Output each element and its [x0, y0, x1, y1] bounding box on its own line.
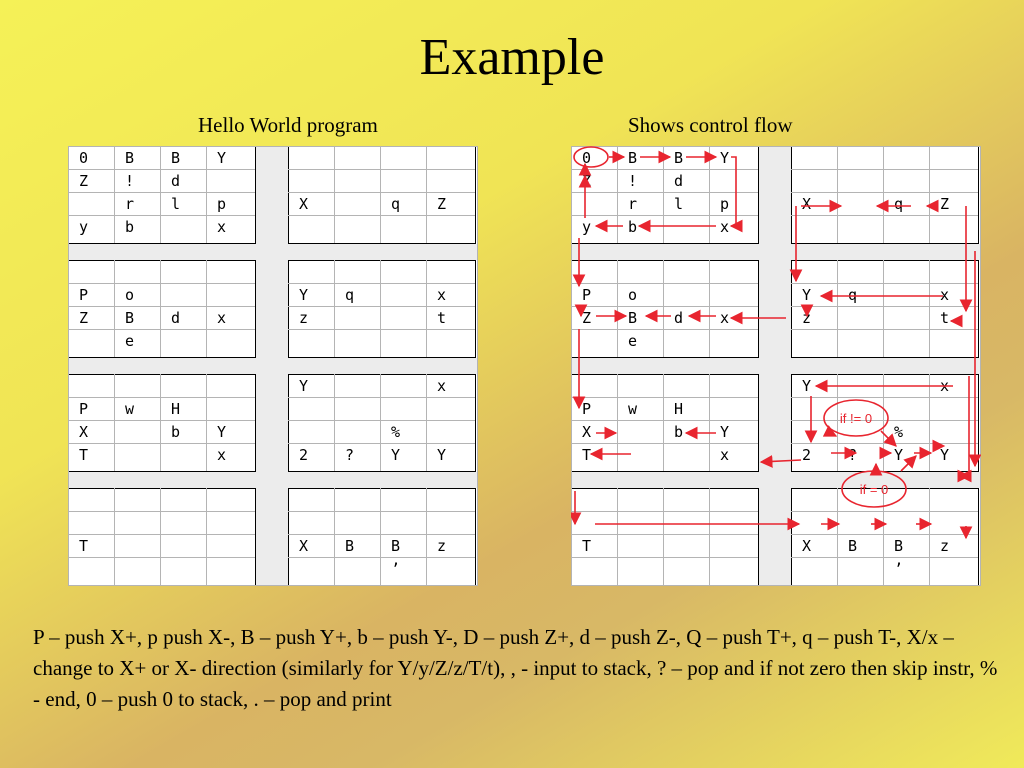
program-instruction-cell: T	[79, 537, 89, 555]
flow-instruction-cell: d	[674, 172, 684, 190]
program-instruction-cell: e	[125, 332, 135, 350]
program-instruction-cell: P	[79, 400, 89, 418]
flow-instruction-cell: B	[628, 149, 638, 167]
flow-instruction-cell: P	[582, 400, 592, 418]
program-instruction-cell: B	[391, 537, 401, 555]
program-instruction-cell: !	[125, 172, 135, 190]
flow-instruction-cell: Z	[582, 309, 592, 327]
flow-instruction-cell: o	[628, 286, 638, 304]
flow-instruction-cell: !	[628, 172, 638, 190]
program-row-separator	[68, 244, 478, 260]
program-instruction-cell: T	[79, 446, 89, 464]
program-instruction-cell: ’	[391, 560, 401, 578]
flow-instruction-cell: X	[582, 423, 592, 441]
flow-instruction-cell: x	[720, 309, 730, 327]
program-instruction-cell: b	[171, 423, 181, 441]
condition-zero-label: if = 0	[859, 482, 889, 497]
flow-instruction-cell: b	[628, 218, 638, 236]
program-instruction-cell: p	[217, 195, 227, 213]
control-flow-grid	[571, 146, 981, 586]
program-instruction-cell: t	[437, 309, 447, 327]
flow-instruction-cell: Y	[894, 446, 904, 464]
flow-row-separator	[571, 472, 981, 488]
flow-row-separator	[571, 358, 981, 374]
program-row-separator	[68, 358, 478, 374]
program-instruction-cell: Y	[437, 446, 447, 464]
program-instruction-cell: P	[79, 286, 89, 304]
program-instruction-cell: Z	[437, 195, 447, 213]
flow-instruction-cell: Y	[802, 377, 812, 395]
flow-instruction-cell: e	[628, 332, 638, 350]
program-instruction-cell: Y	[217, 423, 227, 441]
program-instruction-cell: q	[345, 286, 355, 304]
program-instruction-cell: Y	[217, 149, 227, 167]
flow-instruction-cell: z	[802, 309, 812, 327]
flow-instruction-cell: t	[940, 309, 950, 327]
flow-instruction-cell: x	[940, 286, 950, 304]
program-row-separator	[68, 472, 478, 488]
program-instruction-cell: Z	[79, 309, 89, 327]
program-instruction-cell: q	[391, 195, 401, 213]
slide-title: Example	[419, 29, 605, 86]
flow-row-separator	[571, 244, 981, 260]
program-grid-panel	[68, 146, 478, 586]
flow-instruction-cell: ?	[848, 446, 858, 464]
flow-instruction-cell: d	[674, 309, 684, 327]
program-instruction-cell: B	[125, 309, 135, 327]
flow-instruction-cell: P	[582, 286, 592, 304]
caption-hello-world: Hello World program	[198, 113, 378, 137]
program-instruction-cell: y	[79, 218, 89, 236]
flow-instruction-cell: Z	[582, 172, 592, 190]
flow-instruction-cell: T	[582, 537, 592, 555]
flow-instruction-cell: l	[674, 195, 684, 213]
caption-control-flow: Shows control flow	[628, 113, 793, 137]
program-instruction-cell: B	[125, 149, 135, 167]
flow-instruction-cell: X	[802, 537, 812, 555]
flow-instruction-cell: p	[720, 195, 730, 213]
program-instruction-cell: x	[437, 377, 447, 395]
program-instruction-cell: r	[125, 195, 135, 213]
program-instruction-cell: B	[345, 537, 355, 555]
program-instruction-cell: 0	[79, 149, 89, 167]
flow-instruction-cell: B	[674, 149, 684, 167]
program-instruction-cell: X	[299, 537, 309, 555]
flow-instruction-cell: Y	[720, 423, 730, 441]
flow-instruction-cell: B	[848, 537, 858, 555]
flow-instruction-cell: x	[720, 446, 730, 464]
flow-instruction-cell: Y	[940, 446, 950, 464]
program-instruction-cell: b	[125, 218, 135, 236]
program-instruction-cell: Y	[299, 286, 309, 304]
flow-instruction-cell: X	[802, 195, 812, 213]
program-instruction-cell: x	[437, 286, 447, 304]
flow-instruction-cell: x	[720, 218, 730, 236]
program-instruction-cell: Y	[299, 377, 309, 395]
flow-instruction-cell: x	[940, 377, 950, 395]
program-instruction-cell: x	[217, 446, 227, 464]
flow-instruction-cell: B	[894, 537, 904, 555]
program-instruction-cell: X	[79, 423, 89, 441]
program-instruction-cell: ?	[345, 446, 355, 464]
instruction-legend: P – push X+, p push X-, B – push Y+, b – push Y-, D – push Z+, d – push Z-, Q – push T+, q – push T-, X/x – change to X+ or X- direction (similarly for Y/y/Z/z/T/t), , - input to stack, ? – pop and if not zero then skip instr, % - end, 0 – push 0 to stack, . – pop and print	[33, 625, 998, 711]
program-instruction-cell: z	[299, 309, 309, 327]
program-instruction-cell: H	[171, 400, 181, 418]
flow-instruction-cell: r	[628, 195, 638, 213]
flow-instruction-cell: ’	[894, 560, 904, 578]
program-instruction-cell: x	[217, 309, 227, 327]
flow-instruction-cell: z	[940, 537, 950, 555]
program-instruction-cell: Z	[79, 172, 89, 190]
program-instruction-cell: z	[437, 537, 447, 555]
program-instruction-cell: Y	[391, 446, 401, 464]
program-instruction-cell: %	[391, 423, 401, 441]
flow-instruction-cell: q	[894, 195, 904, 213]
flow-instruction-cell: Z	[940, 195, 950, 213]
flow-instruction-cell: H	[674, 400, 684, 418]
flow-instruction-cell: 0	[582, 149, 592, 167]
flow-instruction-cell: q	[848, 286, 858, 304]
condition-nonzero-label: if != 0	[839, 411, 873, 426]
flow-instruction-cell: y	[582, 218, 592, 236]
program-instruction-cell: 2	[299, 446, 309, 464]
flow-instruction-cell: %	[894, 423, 904, 441]
flow-instruction-cell: w	[628, 400, 638, 418]
program-instruction-cell: x	[217, 218, 227, 236]
program-instruction-cell: o	[125, 286, 135, 304]
flow-instruction-cell: Y	[720, 149, 730, 167]
control-flow-panel	[571, 146, 981, 586]
program-instruction-cell: d	[171, 172, 181, 190]
program-instruction-cell: w	[125, 400, 135, 418]
flow-instruction-cell: 2	[802, 446, 812, 464]
program-instruction-cell: d	[171, 309, 181, 327]
program-grid	[68, 146, 478, 586]
program-instruction-cell: l	[171, 195, 181, 213]
flow-instruction-cell: b	[674, 423, 684, 441]
program-instruction-cell: X	[299, 195, 309, 213]
program-instruction-cell: B	[171, 149, 181, 167]
flow-instruction-cell: T	[582, 446, 592, 464]
flow-instruction-cell: Y	[802, 286, 812, 304]
flow-instruction-cell: B	[628, 309, 638, 327]
